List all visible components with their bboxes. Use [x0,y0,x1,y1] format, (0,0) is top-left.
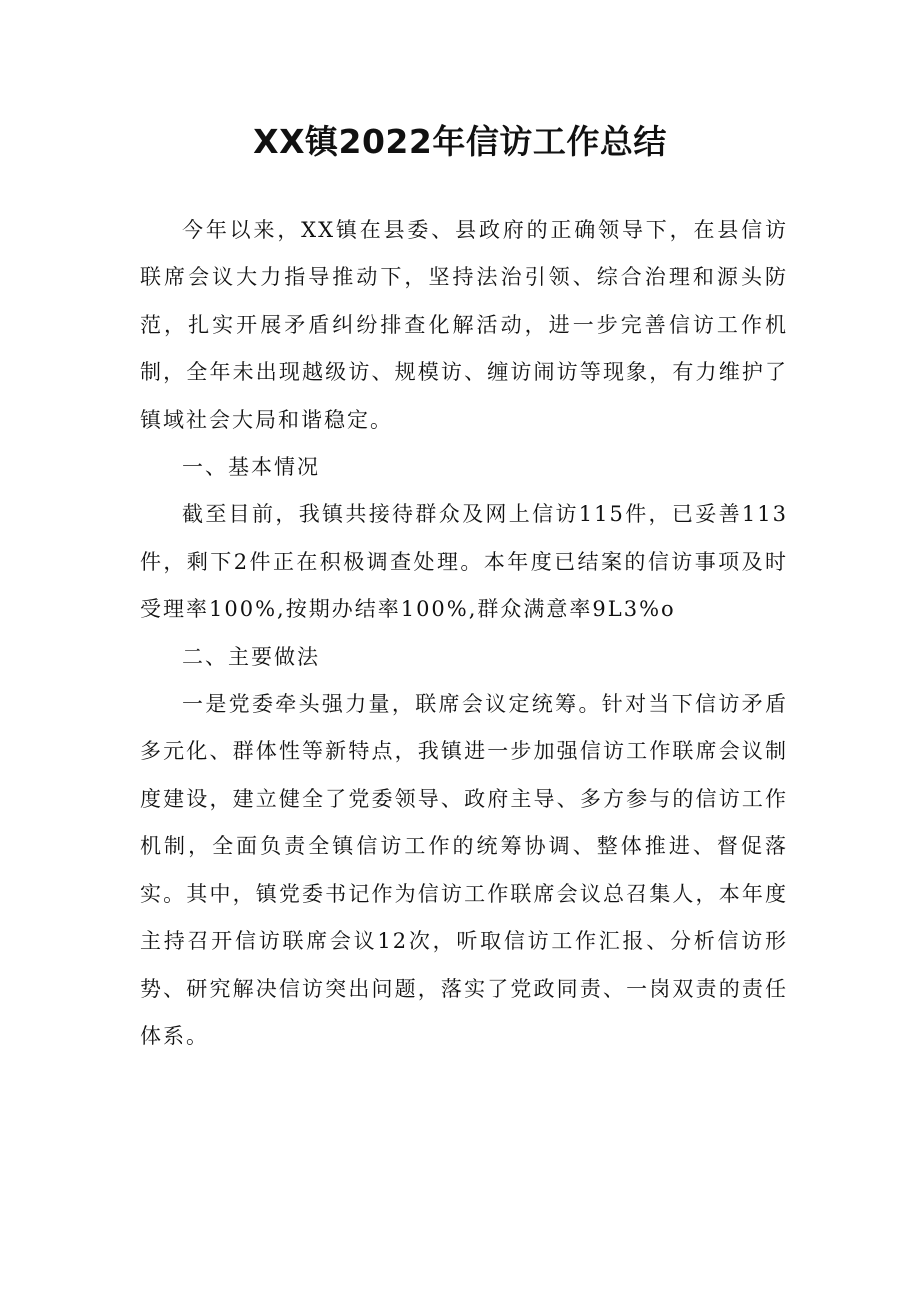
document-body [140,207,788,1060]
section-heading-main-practices: 二、主要做法 [182,644,320,669]
section-heading-basic-situation: 一、基本情况 [182,455,320,480]
paragraph-intro: 今年以来，XX镇在县委、县政府的正确领导下，在县信访联席会议大力指导推动下，坚持法治引领、综合治理和源头防范，扎实开展矛盾纠纷排查化解活动，进一步完善信访工作机制，全年未出现越级访、规模访、缠访闹访等现象，有力维护了镇域社会大局和谐稳定。 [140,218,788,432]
document-title: XX镇2022年信访工作总结 [253,122,667,161]
paragraph-main-practices: 一是党委牵头强力量，联席会议定统筹。针对当下信访矛盾多元化、群体性等新特点，我镇进一步加强信访工作联席会议制度建设，建立健全了党委领导、政府主导、多方参与的信访工作机制，全面负责全镇信访工作的统筹协调、整体推进、督促落实。其中，镇党委书记作为信访工作联席会议总召集人，本年度主持召开信访联席会议12次，听取信访工作汇报、分析信访形势、研究解决信访突出问题，落实了党政同责、一岗双责的责任体系。 [140,692,788,1048]
paragraph-basic-situation: 截至目前，我镇共接待群众及网上信访115件，已妥善113件，剩下2件正在积极调查处理。本年度已结案的信访事项及时受理率100%,按期办结率100%,群众满意率9L3%o [140,502,788,622]
